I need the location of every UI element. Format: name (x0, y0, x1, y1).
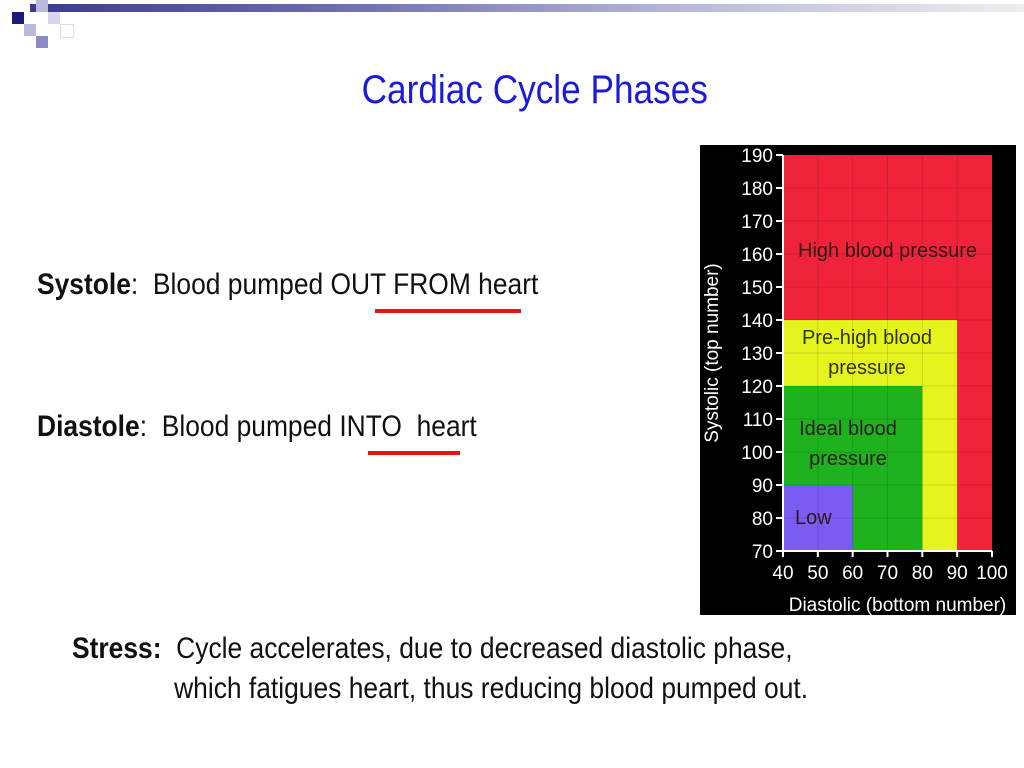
zone-label: pressure (809, 448, 887, 470)
diastole-line (37, 410, 477, 444)
header-square (36, 36, 48, 48)
x-tick-label: 80 (911, 563, 933, 584)
x-tick-label: 60 (842, 563, 864, 584)
y-tick-label: 170 (741, 212, 773, 233)
y-tick-label: 90 (751, 476, 773, 497)
stress-line1: Cycle accelerates, due to decreased diastolic phase, (161, 632, 793, 665)
diastole-text-before: Blood pumped (147, 410, 340, 443)
systole-colon: : (130, 268, 139, 301)
stress-term: Stress: (72, 632, 162, 665)
stress-paragraph (72, 632, 808, 706)
diastole-text-after: heart (401, 410, 477, 443)
y-tick-label: 160 (741, 245, 773, 266)
y-tick-label: 70 (751, 542, 773, 563)
header-square (60, 24, 74, 38)
bp-chart (700, 145, 1016, 615)
y-tick-label: 190 (741, 146, 773, 167)
y-tick-label: 150 (741, 278, 773, 299)
x-tick-label: 50 (807, 563, 829, 584)
x-tick-label: 90 (946, 563, 968, 584)
header-square (48, 12, 60, 24)
systole-term: Systole (37, 268, 131, 301)
y-tick-label: 120 (741, 377, 773, 398)
y-tick-label: 140 (741, 311, 773, 332)
x-tick-label: 70 (876, 563, 899, 584)
systole-underline (375, 309, 521, 313)
systole-text-before: Blood pumped (138, 268, 331, 301)
diastole-term: Diastole (37, 410, 140, 443)
systole-underlined: OUT FROM (330, 268, 471, 301)
diastole-colon: : (139, 410, 148, 443)
slide-title: Cardiac Cycle Phases (361, 68, 708, 112)
y-tick-label: 80 (751, 509, 773, 530)
header-square (36, 0, 48, 12)
x-tick-label: 100 (976, 563, 1008, 584)
systole-line (37, 268, 538, 302)
zone-label: pressure (828, 357, 906, 379)
y-tick-label: 130 (741, 344, 773, 365)
zone-label: Low (795, 507, 832, 529)
x-axis-title: Diastolic (bottom number) (788, 595, 1007, 615)
y-tick-label: 180 (741, 179, 773, 200)
x-tick-label: 40 (772, 563, 794, 584)
zone-label: Pre-high blood (801, 327, 933, 349)
header-square (12, 12, 24, 24)
bp-chart-svg (700, 145, 1016, 615)
diastole-underline (368, 451, 460, 455)
header-band (30, 4, 1024, 12)
diastole-underlined: INTO (339, 410, 402, 443)
systole-text-after: heart (470, 268, 539, 301)
stress-line2: which fatigues heart, thus reducing blood pumped out. (174, 672, 809, 705)
y-axis-title: Systolic (top number) (702, 263, 723, 443)
zone-label: High blood pressure (798, 240, 977, 262)
header-square (24, 24, 36, 36)
zone-label: Ideal blood (799, 418, 897, 440)
y-tick-label: 100 (741, 443, 773, 464)
y-tick-label: 110 (742, 410, 773, 431)
